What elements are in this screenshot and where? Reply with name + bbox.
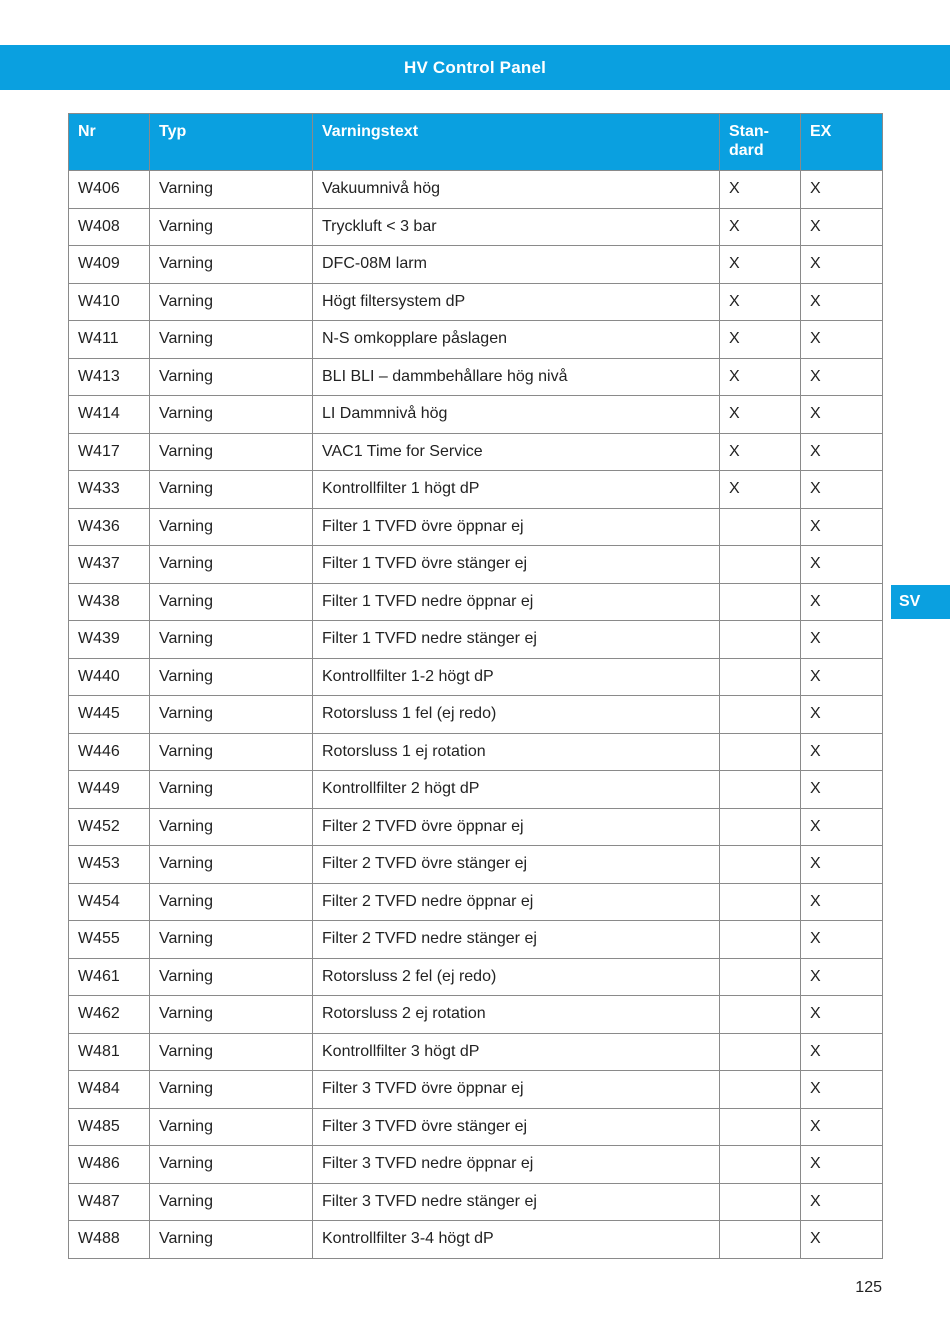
cell-standard <box>720 621 801 659</box>
table-row <box>69 1221 883 1259</box>
cell-typ: Varning <box>150 546 313 584</box>
cell-typ: Varning <box>150 1108 313 1146</box>
cell-varningstext: Rotorsluss 2 ej rotation <box>313 996 720 1034</box>
cell-varningstext: Kontrollfilter 3-4 högt dP <box>313 1221 720 1259</box>
cell-standard <box>720 771 801 809</box>
cell-typ: Varning <box>150 396 313 434</box>
cell-standard: X <box>720 433 801 471</box>
table-row <box>69 921 883 959</box>
table-row <box>69 1146 883 1184</box>
cell-varningstext: Rotorsluss 2 fel (ej redo) <box>313 958 720 996</box>
language-tab <box>891 585 950 619</box>
cell-ex: X <box>801 283 883 321</box>
table-row <box>69 171 883 209</box>
cell-ex: X <box>801 808 883 846</box>
column-header-varningstext: Varningstext <box>313 114 720 171</box>
cell-nr: W417 <box>69 433 150 471</box>
cell-ex: X <box>801 1221 883 1259</box>
cell-typ: Varning <box>150 1071 313 1109</box>
cell-ex: X <box>801 1146 883 1184</box>
cell-varningstext: Filter 1 TVFD övre stänger ej <box>313 546 720 584</box>
column-header-standard-line1: Stan- <box>729 123 769 140</box>
cell-standard: X <box>720 471 801 509</box>
cell-typ: Varning <box>150 921 313 959</box>
cell-typ: Varning <box>150 808 313 846</box>
cell-typ: Varning <box>150 771 313 809</box>
cell-typ: Varning <box>150 1033 313 1071</box>
cell-typ: Varning <box>150 733 313 771</box>
cell-varningstext: Filter 1 TVFD nedre stänger ej <box>313 621 720 659</box>
cell-standard <box>720 546 801 584</box>
cell-varningstext: Filter 3 TVFD övre öppnar ej <box>313 1071 720 1109</box>
cell-nr: W439 <box>69 621 150 659</box>
cell-standard <box>720 883 801 921</box>
cell-varningstext: Kontrollfilter 1-2 högt dP <box>313 658 720 696</box>
cell-standard: X <box>720 171 801 209</box>
cell-standard <box>720 1033 801 1071</box>
cell-nr: W438 <box>69 583 150 621</box>
table-row <box>69 546 883 584</box>
table-row <box>69 283 883 321</box>
cell-varningstext: BLI BLI – dammbehållare hög nivå <box>313 358 720 396</box>
cell-nr: W446 <box>69 733 150 771</box>
cell-varningstext: VAC1 Time for Service <box>313 433 720 471</box>
cell-nr: W461 <box>69 958 150 996</box>
cell-standard <box>720 996 801 1034</box>
cell-standard <box>720 1221 801 1259</box>
cell-typ: Varning <box>150 208 313 246</box>
cell-typ: Varning <box>150 958 313 996</box>
cell-varningstext: LI Dammnivå hög <box>313 396 720 434</box>
cell-nr: W413 <box>69 358 150 396</box>
table-row <box>69 883 883 921</box>
cell-standard <box>720 808 801 846</box>
cell-standard <box>720 846 801 884</box>
cell-nr: W445 <box>69 696 150 734</box>
cell-ex: X <box>801 1033 883 1071</box>
cell-ex: X <box>801 396 883 434</box>
table-row <box>69 808 883 846</box>
cell-ex: X <box>801 1108 883 1146</box>
table-row <box>69 471 883 509</box>
cell-typ: Varning <box>150 583 313 621</box>
table-row <box>69 1108 883 1146</box>
table-row <box>69 246 883 284</box>
page-header-bar <box>0 45 950 90</box>
cell-typ: Varning <box>150 1221 313 1259</box>
cell-varningstext: Filter 2 TVFD övre stänger ej <box>313 846 720 884</box>
cell-typ: Varning <box>150 883 313 921</box>
cell-nr: W449 <box>69 771 150 809</box>
language-tab-label: SV <box>899 593 921 610</box>
table-row <box>69 958 883 996</box>
cell-varningstext: Kontrollfilter 1 högt dP <box>313 471 720 509</box>
cell-standard <box>720 1071 801 1109</box>
cell-varningstext: N-S omkopplare påslagen <box>313 321 720 359</box>
cell-standard <box>720 696 801 734</box>
cell-ex: X <box>801 546 883 584</box>
cell-nr: W487 <box>69 1183 150 1221</box>
cell-nr: W437 <box>69 546 150 584</box>
cell-typ: Varning <box>150 321 313 359</box>
cell-ex: X <box>801 321 883 359</box>
column-header-standard-line2: dard <box>729 142 764 159</box>
cell-typ: Varning <box>150 171 313 209</box>
cell-standard <box>720 508 801 546</box>
cell-nr: W455 <box>69 921 150 959</box>
cell-varningstext: Filter 1 TVFD nedre öppnar ej <box>313 583 720 621</box>
cell-varningstext: Filter 3 TVFD övre stänger ej <box>313 1108 720 1146</box>
cell-standard: X <box>720 283 801 321</box>
page-header-title: HV Control Panel <box>403 57 547 77</box>
cell-typ: Varning <box>150 846 313 884</box>
cell-ex: X <box>801 996 883 1034</box>
cell-ex: X <box>801 358 883 396</box>
cell-ex: X <box>801 1071 883 1109</box>
cell-ex: X <box>801 696 883 734</box>
cell-ex: X <box>801 658 883 696</box>
cell-varningstext: Filter 2 TVFD nedre stänger ej <box>313 921 720 959</box>
cell-nr: W440 <box>69 658 150 696</box>
cell-standard <box>720 958 801 996</box>
table-row <box>69 433 883 471</box>
cell-ex: X <box>801 733 883 771</box>
cell-standard <box>720 583 801 621</box>
cell-varningstext: Filter 3 TVFD nedre öppnar ej <box>313 1146 720 1184</box>
cell-typ: Varning <box>150 658 313 696</box>
cell-varningstext: Rotorsluss 1 fel (ej redo) <box>313 696 720 734</box>
cell-varningstext: Filter 2 TVFD nedre öppnar ej <box>313 883 720 921</box>
cell-varningstext: Filter 2 TVFD övre öppnar ej <box>313 808 720 846</box>
cell-ex: X <box>801 1183 883 1221</box>
cell-standard <box>720 1146 801 1184</box>
table-row <box>69 358 883 396</box>
table-row <box>69 658 883 696</box>
cell-ex: X <box>801 846 883 884</box>
table-row <box>69 771 883 809</box>
cell-typ: Varning <box>150 1146 313 1184</box>
cell-nr: W481 <box>69 1033 150 1071</box>
cell-ex: X <box>801 208 883 246</box>
table-row <box>69 846 883 884</box>
cell-varningstext: Kontrollfilter 2 högt dP <box>313 771 720 809</box>
column-header-nr: Nr <box>69 114 150 171</box>
cell-varningstext: Högt filtersystem dP <box>313 283 720 321</box>
table-row <box>69 733 883 771</box>
cell-ex: X <box>801 621 883 659</box>
cell-nr: W406 <box>69 171 150 209</box>
cell-nr: W452 <box>69 808 150 846</box>
column-header-typ: Typ <box>150 114 313 171</box>
cell-ex: X <box>801 171 883 209</box>
table-row <box>69 508 883 546</box>
cell-ex: X <box>801 508 883 546</box>
cell-ex: X <box>801 583 883 621</box>
table-row <box>69 1033 883 1071</box>
cell-nr: W411 <box>69 321 150 359</box>
table-row <box>69 1183 883 1221</box>
cell-nr: W433 <box>69 471 150 509</box>
cell-nr: W408 <box>69 208 150 246</box>
column-header-standard <box>720 114 801 171</box>
cell-nr: W462 <box>69 996 150 1034</box>
cell-standard <box>720 1183 801 1221</box>
cell-nr: W488 <box>69 1221 150 1259</box>
cell-varningstext: Vakuumnivå hög <box>313 171 720 209</box>
cell-varningstext: Filter 3 TVFD nedre stänger ej <box>313 1183 720 1221</box>
cell-standard <box>720 921 801 959</box>
table-row <box>69 1071 883 1109</box>
cell-typ: Varning <box>150 1183 313 1221</box>
cell-standard: X <box>720 321 801 359</box>
table-row <box>69 621 883 659</box>
cell-typ: Varning <box>150 471 313 509</box>
cell-typ: Varning <box>150 508 313 546</box>
column-header-ex: EX <box>801 114 883 171</box>
table-row <box>69 696 883 734</box>
table-row <box>69 583 883 621</box>
cell-typ: Varning <box>150 358 313 396</box>
cell-standard <box>720 1108 801 1146</box>
cell-standard: X <box>720 358 801 396</box>
table-header-row <box>69 114 883 171</box>
cell-standard <box>720 733 801 771</box>
table-row <box>69 396 883 434</box>
cell-nr: W453 <box>69 846 150 884</box>
cell-varningstext: Kontrollfilter 3 högt dP <box>313 1033 720 1071</box>
cell-nr: W414 <box>69 396 150 434</box>
cell-standard: X <box>720 246 801 284</box>
cell-ex: X <box>801 433 883 471</box>
table-body <box>69 171 883 1259</box>
cell-typ: Varning <box>150 621 313 659</box>
warning-table <box>68 113 883 1259</box>
cell-nr: W484 <box>69 1071 150 1109</box>
table-row <box>69 208 883 246</box>
cell-nr: W486 <box>69 1146 150 1184</box>
cell-typ: Varning <box>150 696 313 734</box>
cell-varningstext: Rotorsluss 1 ej rotation <box>313 733 720 771</box>
cell-typ: Varning <box>150 246 313 284</box>
cell-ex: X <box>801 246 883 284</box>
cell-varningstext: DFC-08M larm <box>313 246 720 284</box>
cell-ex: X <box>801 883 883 921</box>
cell-nr: W409 <box>69 246 150 284</box>
cell-typ: Varning <box>150 996 313 1034</box>
cell-varningstext: Tryckluft < 3 bar <box>313 208 720 246</box>
cell-ex: X <box>801 958 883 996</box>
table-row <box>69 321 883 359</box>
cell-typ: Varning <box>150 433 313 471</box>
cell-ex: X <box>801 921 883 959</box>
cell-standard: X <box>720 208 801 246</box>
cell-nr: W410 <box>69 283 150 321</box>
table-row <box>69 996 883 1034</box>
page-number: 125 <box>855 1279 882 1296</box>
cell-standard <box>720 658 801 696</box>
cell-nr: W454 <box>69 883 150 921</box>
cell-standard: X <box>720 396 801 434</box>
cell-nr: W436 <box>69 508 150 546</box>
cell-nr: W485 <box>69 1108 150 1146</box>
cell-ex: X <box>801 771 883 809</box>
cell-varningstext: Filter 1 TVFD övre öppnar ej <box>313 508 720 546</box>
cell-ex: X <box>801 471 883 509</box>
cell-typ: Varning <box>150 283 313 321</box>
